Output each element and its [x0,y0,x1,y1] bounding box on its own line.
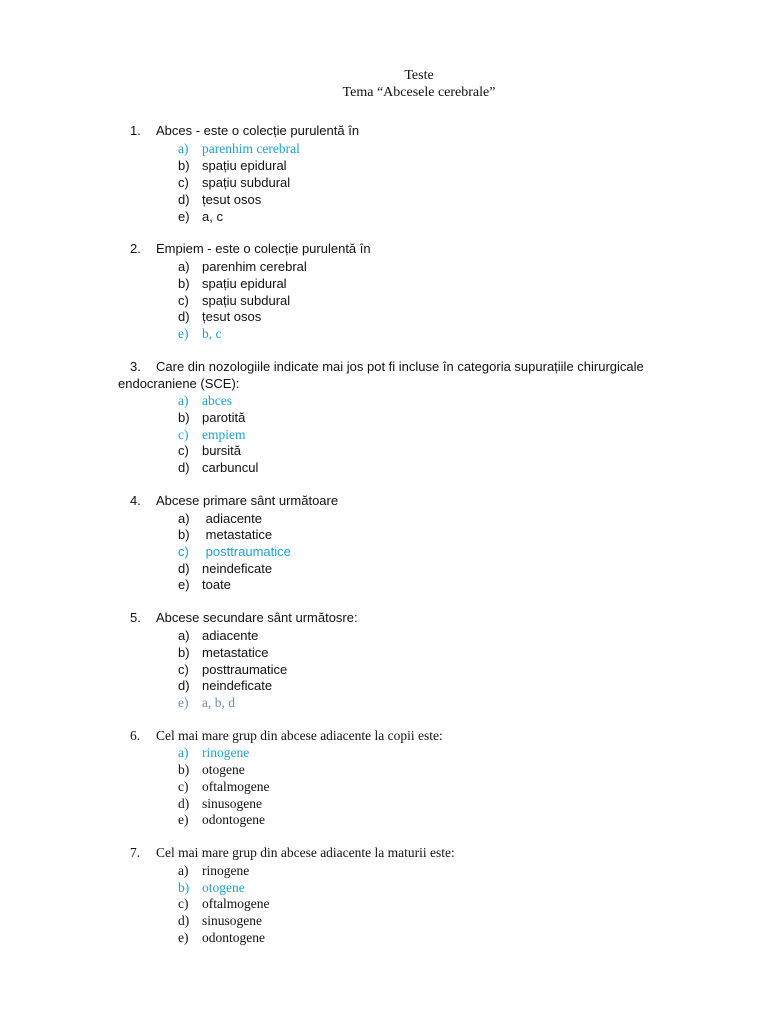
document-subtitle: Tema “Abcesele cerebrale” [342,85,496,100]
option-2c: c) spațiu subdural [178,293,291,308]
option-1c: c) spațiu subdural [178,175,291,190]
option-5c: c) posttraumatice [178,662,288,677]
option-7d: d) sinusogene [178,913,262,928]
option-2d: d) țesut osos [178,309,262,324]
question-text: Empiem - este o colecție purulentă în [156,241,371,256]
question-number: 1. [130,123,141,138]
option-1a: a) parenhim cerebral [178,141,300,156]
question-text-line1: Care din nozologiile indicate mai jos pot fi incluse în categoria supurațiile chirurgicale [156,359,644,374]
option-5b: b) metastatice [178,645,269,660]
question-number: 7. [130,845,141,860]
option-4a: a) adiacente [178,511,263,526]
question-text: Abcese primare sânt următoare [156,493,339,508]
option-7a: a) rinogene [178,863,250,878]
option-5a: a) adiacente [178,628,259,643]
option-2b: b) spațiu epidural [178,276,287,291]
question-6 [130,728,443,744]
question-2 [130,241,371,256]
option-4e: e) toate [178,577,231,592]
option-5d: d) neindeficate [178,678,273,693]
question-text: Abces - este o colecție purulentă în [156,123,360,138]
option-5e: e) a, b, d [178,695,235,710]
option-3a: a) abces [178,393,232,408]
question-number: 5. [130,610,141,625]
option-1d: d) țesut osos [178,192,262,207]
question-5 [130,610,358,625]
question-3 [118,358,708,392]
option-3c2: c) bursită [178,443,242,458]
option-6b: b) otogene [178,762,245,777]
option-2e: e) b, c [178,326,222,341]
option-3b: b) parotită [178,410,246,425]
question-number: 4. [130,493,141,508]
question-1 [130,123,359,138]
document-title: Teste [404,68,434,83]
option-6e: e) odontogene [178,812,265,827]
question-number: 6. [130,728,141,743]
question-7 [130,845,455,861]
question-text: Cel mai mare grup din abcese adiacente la copii este: [156,728,443,743]
question-number: 3. [130,359,141,374]
option-4b: b) metastatice [178,527,273,542]
option-7b: b) otogene [178,880,245,895]
option-4d: d) neindeficate [178,561,273,576]
option-6c: c) oftalmogene [178,779,270,794]
option-1b: b) spațiu epidural [178,158,287,173]
option-7c: c) oftalmogene [178,896,270,911]
option-3d: d) carbuncul [178,460,259,475]
option-7e: e) odontogene [178,930,265,945]
question-text: Abcese secundare sânt următosre: [156,610,358,625]
question-text-line2: endocraniene (SCE): [118,376,240,391]
option-3c: c) empiem [178,427,246,442]
option-4c: c) posttraumatice [178,544,291,559]
question-4 [130,493,338,508]
option-2a: a) parenhim cerebral [178,259,307,274]
option-1e: e) a, c [178,209,223,224]
option-6a: a) rinogene [178,745,250,760]
option-6d: d) sinusogene [178,796,262,811]
question-text: Cel mai mare grup din abcese adiacente la maturii este: [156,845,455,860]
question-number: 2. [130,241,141,256]
